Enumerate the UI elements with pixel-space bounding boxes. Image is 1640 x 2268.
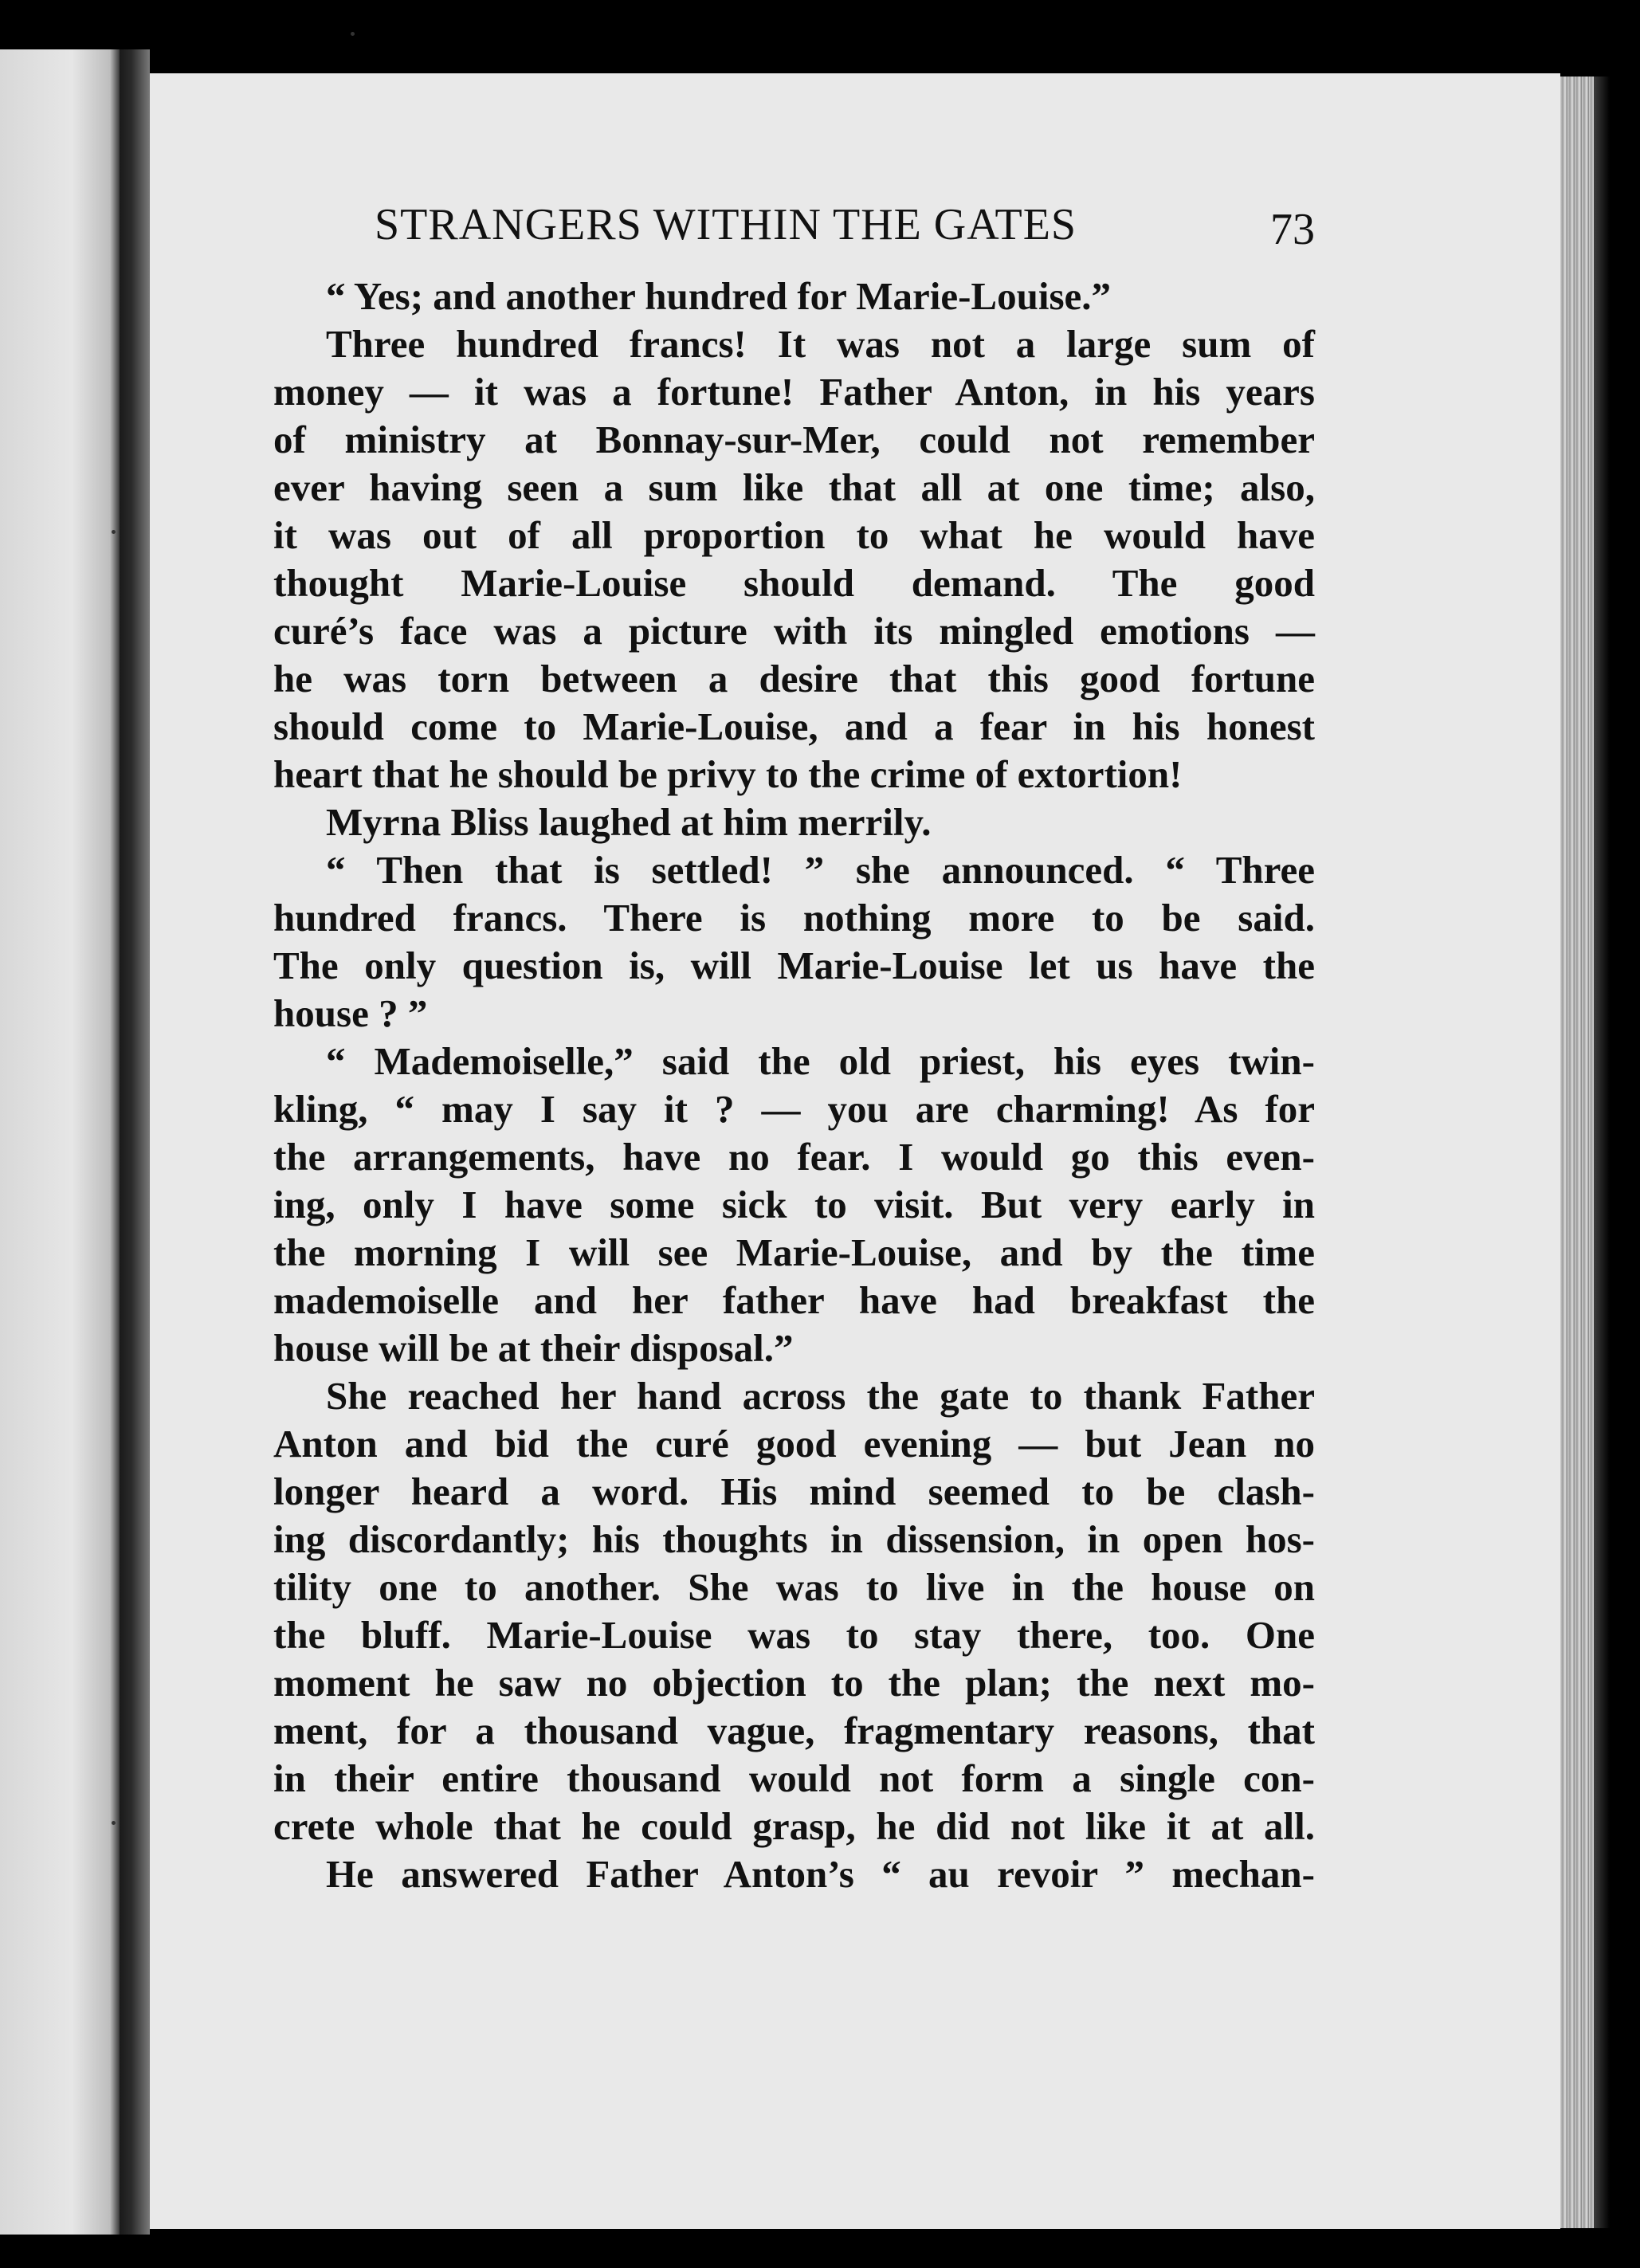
book-gutter [120, 49, 150, 2235]
text-line: he was torn between a desire that this good fortune [273, 657, 1315, 700]
text-line: “ Then that is settled! ” she announced. “ Three [326, 848, 1315, 892]
text-line: mademoiselle and her father have had breakfast the [273, 1278, 1315, 1322]
text-line: longer heard a word. His mind seemed to be clash- [273, 1469, 1315, 1513]
text-line: He answered Father Anton’s “ au revoir ” mechan- [326, 1852, 1315, 1896]
text-line: ing discordantly; his thoughts in dissension, in open hos- [273, 1517, 1315, 1561]
text-line: “ Yes; and another hundred for Marie-Louise.” [326, 274, 1112, 318]
scan-speck [112, 1821, 116, 1825]
text-line: house will be at their disposal.” [273, 1326, 794, 1370]
text-line: Three hundred francs! It was not a large sum of [326, 322, 1315, 366]
text-line: the bluff. Marie-Louise was to stay there, too. One [273, 1613, 1315, 1657]
text-line: kling, “ may I say it ? — you are charming! As for [273, 1087, 1315, 1131]
scan-speck [112, 530, 116, 534]
text-line: money — it was a fortune! Father Anton, in his years [273, 370, 1315, 414]
left-page-edge [0, 49, 120, 2235]
scan-speck [351, 32, 355, 36]
running-title: STRANGERS WITHIN THE GATES [375, 200, 1077, 249]
text-line: heart that he should be privy to the crime of extortion! [273, 752, 1183, 796]
text-line: it was out of all proportion to what he would have [273, 513, 1315, 557]
text-line: “ Mademoiselle,” said the old priest, his eyes twin- [326, 1039, 1315, 1083]
text-line: The only question is, will Marie-Louise let us have the [273, 944, 1315, 987]
page-edge-shadow [1594, 77, 1610, 2228]
text-line: thought Marie-Louise should demand. The good [273, 561, 1315, 605]
running-header [375, 199, 1315, 263]
text-line: crete whole that he could grasp, he did not like it at all. [273, 1804, 1315, 1848]
page-number: 73 [1270, 205, 1315, 254]
text-line: Myrna Bliss laughed at him merrily. [326, 800, 932, 844]
text-line: the morning I will see Marie-Louise, and by the time [273, 1230, 1315, 1274]
text-line: ment, for a thousand vague, fragmentary reasons, that [273, 1709, 1315, 1752]
text-line: the arrangements, have no fear. I would go this even- [273, 1135, 1315, 1179]
page-stack-edge [1560, 77, 1594, 2228]
text-line: She reached her hand across the gate to thank Father [326, 1374, 1315, 1418]
text-line: in their entire thousand would not form a single con- [273, 1756, 1315, 1800]
text-line: ing, only I have some sick to visit. But very early in [273, 1183, 1315, 1226]
text-line: house ? ” [273, 991, 428, 1035]
text-line: curé’s face was a picture with its mingled emotions — [273, 609, 1315, 653]
text-line: ever having seen a sum like that all at one time; also, [273, 465, 1315, 509]
text-line: Anton and bid the curé good evening — but Jean no [273, 1422, 1315, 1466]
text-line: should come to Marie-Louise, and a fear in his honest [273, 704, 1315, 748]
text-line: moment he saw no objection to the plan; the next mo- [273, 1661, 1315, 1705]
text-line: hundred francs. There is nothing more to be said. [273, 896, 1315, 940]
text-line: of ministry at Bonnay-sur-Mer, could not remember [273, 418, 1315, 461]
text-line: tility one to another. She was to live in the house on [273, 1565, 1315, 1609]
body-text [273, 273, 1315, 1898]
